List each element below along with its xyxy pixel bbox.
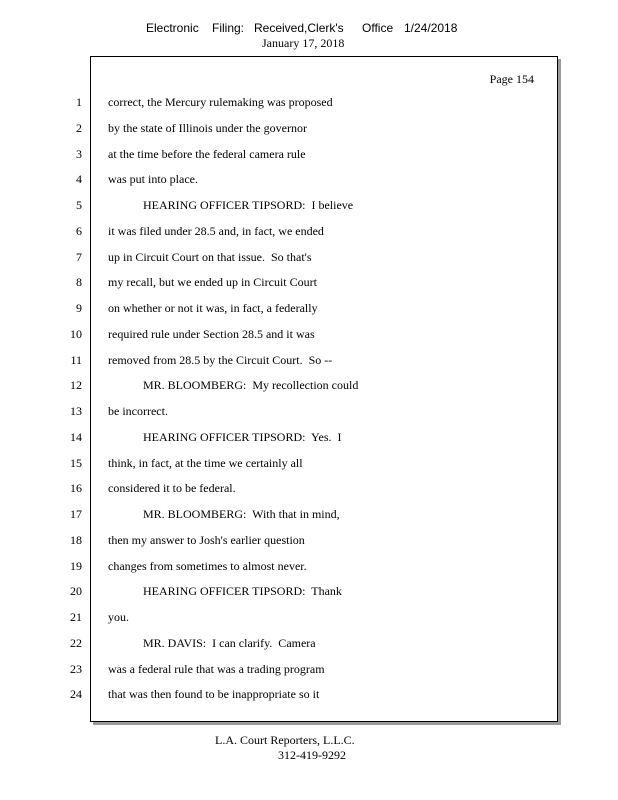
transcript-line: HEARING OFFICER TIPSORD: Thank (143, 584, 342, 598)
transcript-line: removed from 28.5 by the Circuit Court. So -- (108, 353, 333, 367)
line-number: 2 (76, 121, 82, 135)
filing-stamp-filing: Filing: (212, 21, 245, 35)
reporter-phone: 312-419-9292 (278, 748, 346, 762)
line-number: 3 (76, 147, 82, 161)
line-number: 14 (70, 430, 82, 444)
line-number: 22 (70, 636, 82, 650)
transcript-line: by the state of Illinois under the governor (108, 121, 307, 135)
transcript-line: changes from sometimes to almost never. (108, 559, 307, 573)
reporter-company: L.A. Court Reporters, L.L.C. (215, 733, 355, 747)
line-number: 20 (70, 584, 82, 598)
transcript-line: at the time before the federal camera rule (108, 147, 306, 161)
transcript-line: was put into place. (108, 172, 198, 186)
transcript-line: MR. BLOOMBERG: My recollection could (143, 378, 359, 392)
line-number: 21 (70, 610, 82, 624)
filing-stamp-electronic: Electronic (146, 21, 199, 35)
transcript-line: required rule under Section 28.5 and it was (108, 327, 315, 341)
transcript-line: was a federal rule that was a trading program (108, 662, 325, 676)
transcript-line: MR. DAVIS: I can clarify. Camera (143, 636, 316, 650)
line-number: 1 (76, 95, 82, 109)
transcript-line: correct, the Mercury rulemaking was proposed (108, 95, 333, 109)
transcript-line: HEARING OFFICER TIPSORD: Yes. I (143, 430, 342, 444)
line-number: 16 (70, 481, 82, 495)
line-number: 11 (70, 353, 82, 367)
line-number: 9 (76, 301, 82, 315)
line-number: 15 (70, 456, 82, 470)
transcript-line: on whether or not it was, in fact, a federally (108, 301, 318, 315)
line-number: 8 (76, 275, 82, 289)
filing-stamp-received: Received,Clerk's (254, 21, 344, 35)
filing-stamp-office: Office (362, 21, 394, 35)
transcript-line: then my answer to Josh's earlier question (108, 533, 305, 547)
line-number: 5 (76, 198, 82, 212)
line-number: 10 (70, 327, 82, 341)
transcript-line: you. (108, 610, 129, 624)
page-number: Page 154 (489, 72, 534, 86)
hearing-date: January 17, 2018 (262, 36, 345, 50)
filing-stamp-date: 1/24/2018 (404, 21, 458, 35)
line-number: 19 (70, 559, 82, 573)
line-number: 6 (76, 224, 82, 238)
line-number: 23 (70, 662, 82, 676)
transcript-line: my recall, but we ended up in Circuit Court (108, 275, 317, 289)
line-number: 4 (76, 172, 82, 186)
line-number: 12 (70, 378, 82, 392)
transcript-line: it was filed under 28.5 and, in fact, we ended (108, 224, 324, 238)
transcript-line: considered it to be federal. (108, 481, 236, 495)
transcript-line: HEARING OFFICER TIPSORD: I believe (143, 198, 354, 212)
transcript-line: MR. BLOOMBERG: With that in mind, (143, 507, 340, 521)
line-number: 17 (70, 507, 82, 521)
transcript-line: that was then found to be inappropriate so it (108, 687, 320, 701)
line-number: 24 (70, 687, 82, 701)
line-number: 18 (70, 533, 82, 547)
transcript-line: be incorrect. (108, 404, 168, 418)
line-number: 13 (70, 404, 82, 418)
transcript-line: up in Circuit Court on that issue. So that's (108, 250, 312, 264)
line-number: 7 (76, 250, 82, 264)
transcript-line: think, in fact, at the time we certainly all (108, 456, 303, 470)
